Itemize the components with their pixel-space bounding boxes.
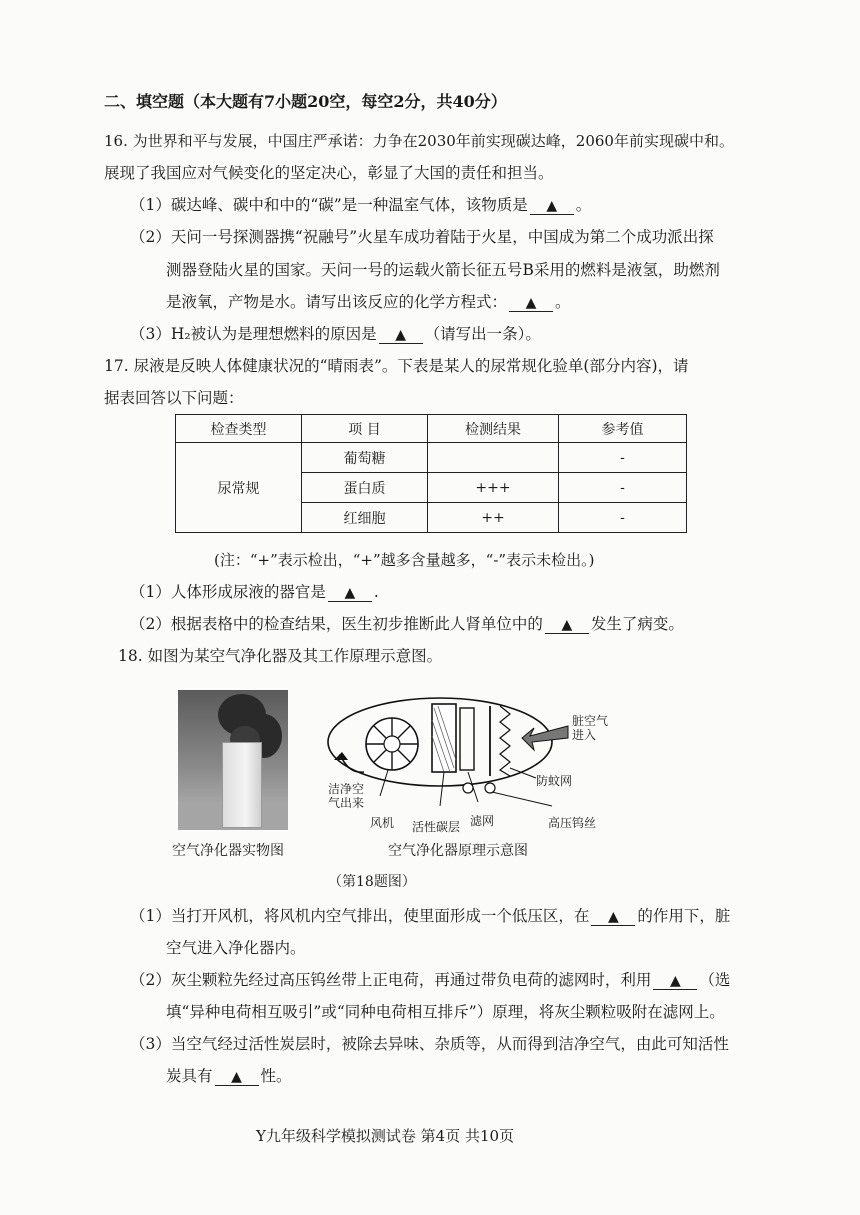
item-cell: 葡萄糖 — [302, 443, 428, 473]
q18-part2-end: （选 — [699, 971, 731, 989]
item-cell: 红细胞 — [302, 503, 428, 533]
tungsten-pointer — [492, 792, 552, 806]
answer-blank[interactable] — [509, 294, 553, 312]
q17-part1 — [130, 582, 379, 602]
q18-part3-text: 炭具有 — [166, 1067, 213, 1085]
q16-part1-text: （1）碳达峰、碳中和中的“碳”是一种温室气体，该物质是 — [130, 196, 528, 214]
triangle-marker-icon: ▲ — [546, 198, 558, 214]
fan-icon — [366, 718, 418, 770]
q18-line1: 18. 如图为某空气净化器及其工作原理示意图。 — [118, 647, 443, 665]
fan-label: 风机 — [370, 816, 395, 830]
q17-line2: 据表回答以下问题： — [104, 389, 244, 407]
table-header-row — [176, 415, 687, 443]
q18-part1-line2: 空气进入净化器内。 — [166, 939, 306, 957]
result-cell: ++ — [428, 503, 559, 533]
answer-blank[interactable] — [215, 1068, 259, 1086]
q16-part2-text: 是液氧，产物是水。请写出该反应的化学方程式： — [166, 293, 508, 311]
filter-label: 滤网 — [470, 814, 495, 828]
q18-part1-end: 的作用下，脏 — [637, 907, 731, 925]
q18-part2-text: （2）灰尘颗粒先经过高压钨丝带上正电荷，再通过带负电荷的滤网时，利用 — [130, 971, 652, 989]
diagram-caption: 空气净化器原理示意图 — [388, 843, 528, 859]
air-purifier-photo — [178, 690, 288, 830]
q18-part2-line2: 填“异种电荷相互吸引”或“同种电荷相互排斥”）原理，将灰尘颗粒吸附在滤网上。 — [166, 1003, 725, 1021]
triangle-marker-icon: ▲ — [395, 327, 406, 343]
q18-part1 — [130, 906, 730, 926]
q16-line1: 16. 为世界和平与发展，中国庄严承诺：力争在2030年前实现碳达峰，2060年前实现碳中和。 — [104, 132, 734, 150]
mesh-label: 防蚊网 — [536, 774, 573, 788]
answer-blank[interactable] — [530, 197, 574, 215]
page-footer: Y九年级科学模拟测试卷 第4页 共10页 — [256, 1127, 515, 1145]
result-cell: +++ — [428, 473, 559, 503]
mosquito-mesh — [500, 706, 510, 776]
answer-blank[interactable] — [545, 616, 589, 634]
ref-cell: - — [559, 503, 687, 533]
ref-cell: - — [559, 473, 687, 503]
q17-line1: 17. 尿液是反映人体健康状况的“晴雨表”。下表是某人的尿常规化验单(部分内容)，请 — [104, 357, 689, 375]
triangle-marker-icon: ▲ — [561, 617, 573, 633]
ref-cell: - — [559, 443, 687, 473]
fan-pointer — [380, 770, 388, 796]
q18-part1-text: （1）当打开风机，将风机内空气排出，使里面形成一个低压区，在 — [130, 907, 590, 925]
header-cell: 参考值 — [559, 415, 687, 443]
triangle-marker-icon: ▲ — [231, 1069, 242, 1085]
triangle-marker-icon: ▲ — [607, 909, 619, 925]
clean-air-label — [328, 782, 364, 810]
q16-part1-end: 。 — [575, 196, 592, 214]
q16-part2-line3 — [166, 292, 571, 312]
q16-part3 — [130, 324, 541, 344]
figure-caption: （第18题图） — [328, 874, 416, 890]
table-row — [176, 443, 687, 473]
q18-part3-end: 性。 — [260, 1067, 292, 1085]
q17-part2 — [130, 614, 684, 634]
dirty-air-label — [572, 714, 608, 742]
purifier-body — [222, 742, 262, 828]
q16-part2-line2: 测器登陆火星的国家。天问一号的运载火箭长征五号B采用的燃料是液氢，助燃剂 — [166, 261, 720, 279]
table-note: (注：“+”表示检出，“+”越多含量越多，“-”表示未检出。) — [214, 551, 595, 569]
carbon-pointer — [440, 772, 444, 806]
q16-part2-line1: （2）天问一号探测器携“祝融号”火星车成功着陆于火星，中国成为第二个成功派出探 — [130, 228, 714, 246]
q17-part2-text: （2）根据表格中的检查结果，医生初步推断此人肾单位中的 — [130, 615, 543, 633]
urine-test-table — [175, 414, 687, 533]
dirty-air-label-line: 进入 — [572, 728, 597, 742]
q16-line2: 展现了我国应对气候变化的坚定决心，彰显了大国的责任和担当。 — [104, 164, 554, 182]
q17-part2-end: 发生了病变。 — [590, 615, 684, 633]
plus-terminal — [485, 783, 495, 793]
outflow-arrowhead-icon — [334, 752, 348, 760]
photo-caption: 空气净化器实物图 — [172, 843, 284, 859]
minus-terminal — [463, 783, 473, 793]
q18-part3-line1: （3）当空气经过活性炭层时，被除去异味、杂质等，从而得到洁净空气，由此可知活性 — [130, 1035, 729, 1053]
answer-blank[interactable] — [328, 584, 372, 602]
answer-blank[interactable] — [379, 326, 423, 344]
clean-air-label-line: 气出来 — [328, 796, 365, 810]
section-title: 二、填空题（本大题有7小题20空，每空2分，共40分） — [104, 92, 507, 111]
q18-part2 — [130, 970, 730, 990]
q16-part2-end: 。 — [555, 293, 571, 311]
dirty-air-label-line: 脏空气 — [572, 714, 609, 728]
mesh-pointer — [510, 768, 536, 778]
header-cell: 检查类型 — [176, 415, 302, 443]
triangle-marker-icon: ▲ — [669, 973, 681, 989]
q16-part1 — [130, 195, 591, 215]
inflow-arrow-icon — [522, 726, 568, 750]
q18-part3 — [166, 1066, 292, 1086]
q16-part3-text: （3）H₂被认为是理想燃料的原因是 — [130, 325, 377, 343]
carbon-label: 活性碳层 — [412, 820, 461, 834]
group-cell: 尿常规 — [176, 443, 302, 533]
header-cell: 检测结果 — [428, 415, 559, 443]
header-cell: 项 目 — [302, 415, 428, 443]
item-cell: 蛋白质 — [302, 473, 428, 503]
triangle-marker-icon: ▲ — [344, 585, 356, 601]
result-cell — [428, 443, 559, 473]
clean-air-label-line: 洁净空 — [328, 782, 365, 796]
filter-mesh — [460, 708, 474, 770]
triangle-marker-icon: ▲ — [525, 295, 537, 311]
q16-part3-end: （请写出一条）。 — [424, 325, 541, 343]
answer-blank[interactable] — [653, 972, 697, 990]
q17-part1-text: （1）人体形成尿液的器官是 — [130, 583, 326, 601]
q17-part1-end: . — [373, 583, 379, 601]
answer-blank[interactable] — [591, 908, 635, 926]
tungsten-label: 高压钨丝 — [548, 816, 597, 830]
